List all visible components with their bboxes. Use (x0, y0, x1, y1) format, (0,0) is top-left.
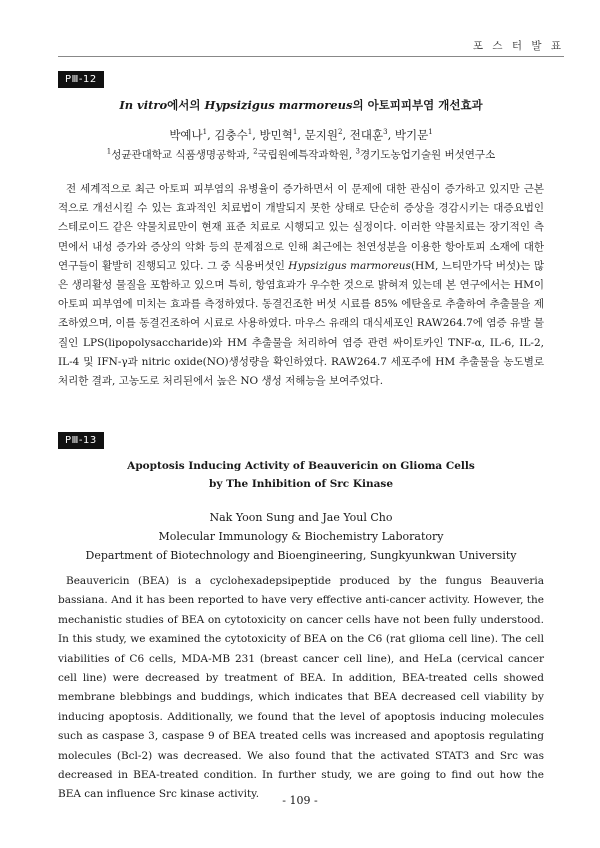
aff-sup: 1 (106, 147, 112, 156)
author: , 김충수 (207, 128, 248, 142)
page-number: - 109 - (282, 794, 318, 807)
poster1-abstract (58, 180, 544, 391)
title-line-1: Apoptosis Inducing Activity of Beauvericin on Glioma Cells (127, 460, 475, 472)
title-italic-invitro: In vitro (119, 98, 168, 112)
abstract-part2: (HM, 느티만가닥 버섯)는 많은 생리활성 물질을 포함하고 있으며 특히, 항염효과가 우수한 것으로 밝혀져 있는데 본 연구에서는 HM이 아토피 피부염에 미치는 효과를 측정하였다. 동결건조한 버섯 시료를 85% 에탄올로 추출하여 추출물을 제조하였으며, 이를 동결건조하여 시료로 사용하였다. 마우스 유래의 대식세포인 RAW264.7에 염증 유발 물질인 LPS(lipopolysaccharide)와 HM 추출물을 처리하여 염증 관련 싸이토카인 TNF-α, IL-6, IL-2, IL-4 및 IFN-γ과 nitric oxide(NO)생성량을 확인하였다. RAW264.7 세포주에 HM 추출물을 농도별로 처리한 결과, 고농도로 처리된에서 높은 NO 생성 저해능을 보여주었다. (58, 259, 544, 388)
poster-code-badge: PⅢ-12 (58, 71, 104, 88)
title-end: 의 아토피피부염 개선효과 (352, 98, 483, 112)
header-rule (58, 56, 564, 57)
author-names: Nak Yoon Sung and Jae Youl Cho (209, 511, 393, 524)
aff-text: 경기도농업기술원 버섯연구소 (360, 149, 496, 161)
author: , 전대훈 (342, 128, 384, 142)
abstract-text: Beauvericin (BEA) is a cyclohexadepsipeptide produced by the fungus Beauveria bassiana. And it has been reported to have very effective anti-cancer activity. However, the mechanistic studies of BEA on cytotoxicity on cancer cells have not been fully understood. In this study, we examined the cytotoxicity of BEA on the C6 (rat glioma cell line). The cell viabilities of C6 cells, MDA-MB 231 (breast cancer cell line), and HeLa (cervical cancer cell line) were decreased by treatment of BEA. In addition, BEA-treated cells showed membrane blebbings and buddings, which indicates that BEA decreased cell viability by inducing apoptosis. Additionally, we found that the level of apoptosis inducing molecules such as caspase 3, caspase 9 of BEA treated cells was increased and apoptosis regulating molecules (Bcl-2) was decreased. We also found that the activated STAT3 and Src was decreased in BEA-treated condition. In further study, we are going to find out how the BEA can influence Src kinase activity. (58, 575, 544, 801)
poster2-abstract (58, 572, 544, 805)
section-label: 포 스 터 발 표 (472, 40, 564, 52)
title-line-2: by The Inhibition of Src Kinase (209, 478, 393, 490)
author-sup: 1 (247, 128, 253, 137)
department-name: Department of Biotechnology and Bioengineering, Sungkyunkwan University (85, 549, 517, 562)
author-sup: 1 (428, 128, 433, 137)
abstract-part1: 전 세계적으로 최근 아토피 피부염의 유병율이 증가하면서 이 문제에 대한 관심이 증가하고 있지만 근본적으로 개선시킬 수 있는 효과적인 치료법이 개발되지 못한 상태로 단순히 증상을 경감시키는 대증요법인 스테로이드 같은 약물치료만이 현재 표준 치료로 시행되고 있는 실정이다. 이러한 약물치료는 장기적인 측면에서 내성 증가와 증상의 악화 등의 문제점으로 인해 최근에는 천연성분을 이용한 항아토피 소재에 대한 연구들이 활발히 진행되고 있다. 그 중 식용버섯인 (58, 183, 544, 272)
author-sup: 2 (337, 128, 343, 137)
aff-sup: 2 (253, 147, 258, 156)
poster1-title (58, 97, 544, 113)
author-sup: 1 (202, 128, 208, 137)
title-italic-species: Hypsizigus marmoreus (204, 98, 353, 112)
poster1-authors (58, 127, 544, 144)
title-mid: 에서의 (167, 98, 205, 112)
poster2-authors (58, 508, 544, 565)
poster1-affiliation (58, 147, 544, 164)
author: 박예나 (169, 128, 203, 142)
poster2-title (58, 457, 544, 493)
poster-code-badge: PⅢ-13 (58, 432, 104, 449)
author-sup: 1 (292, 128, 298, 137)
aff-text: 성균관대학교 식품생명공학과, (111, 149, 254, 161)
aff-sup: 3 (355, 147, 361, 156)
aff-text: 국립원예특작과학원, (257, 149, 356, 161)
author-sup: 3 (383, 128, 388, 137)
lab-name: Molecular Immunology & Biochemistry Laboratory (158, 530, 444, 543)
abstract-italic: Hypsizigus marmoreus (288, 259, 411, 272)
author: , 문지원 (297, 128, 338, 142)
author: , 박기문 (387, 128, 429, 142)
author: , 방민혁 (252, 128, 293, 142)
